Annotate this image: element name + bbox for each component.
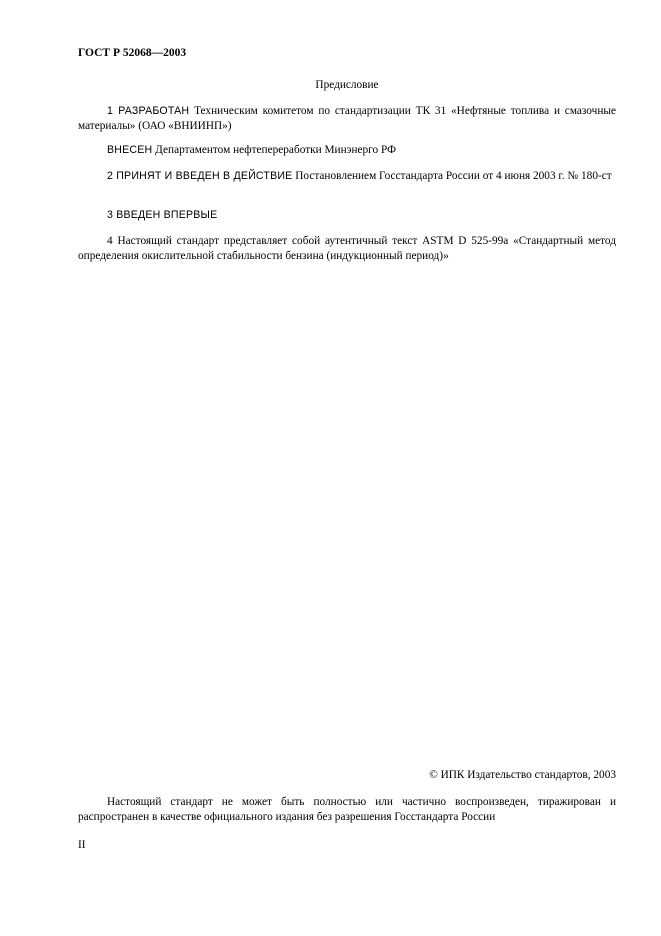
document-code: ГОСТ Р 52068—2003 — [78, 47, 187, 59]
section-title: Предисловие — [315, 79, 379, 91]
reproduction-notice: Настоящий стандарт не может быть полностью или частично воспроизведен, тиражирован и распространен в качестве официального издания без разрешения Госстандарта России — [78, 796, 616, 823]
paragraph-introduced — [78, 143, 616, 158]
paragraph-text: Департаментом нефтепереработки Минэнерго РФ — [152, 144, 397, 156]
paragraph-authentic-text — [78, 234, 616, 264]
paragraph-text: Постановлением Госстандарта России от 4 июня 2003 г. № 180-ст — [292, 170, 612, 182]
copyright-line: © ИПК Издательство стандартов, 2003 — [429, 769, 616, 781]
paragraph-lead: 3 ВВЕДЕН ВПЕРВЫЕ — [107, 209, 218, 221]
paragraph-first-introduced — [78, 208, 616, 223]
paragraph-text: Техническим комитетом по стандартизации ТК 31 «Нефтяные топлива и смазочные материалы» (ОАО «ВНИИНП») — [78, 105, 616, 132]
paragraph-text: Настоящий стандарт представляет собой аутентичный текст ASTM D 525-99a «Стандартный метод определения окислительной стабильности бензина (индукционный период)» — [78, 235, 616, 262]
paragraph-developed — [78, 104, 616, 134]
page-number: II — [78, 839, 86, 851]
paragraph-adopted — [78, 169, 616, 184]
paragraph-lead: 4 — [107, 235, 113, 247]
paragraph-lead: 2 ПРИНЯТ И ВВЕДЕН В ДЕЙСТВИЕ — [107, 170, 293, 182]
paragraph-lead: ВНЕСЕН — [107, 144, 153, 156]
paragraph-lead: 1 РАЗРАБОТАН — [107, 105, 190, 117]
